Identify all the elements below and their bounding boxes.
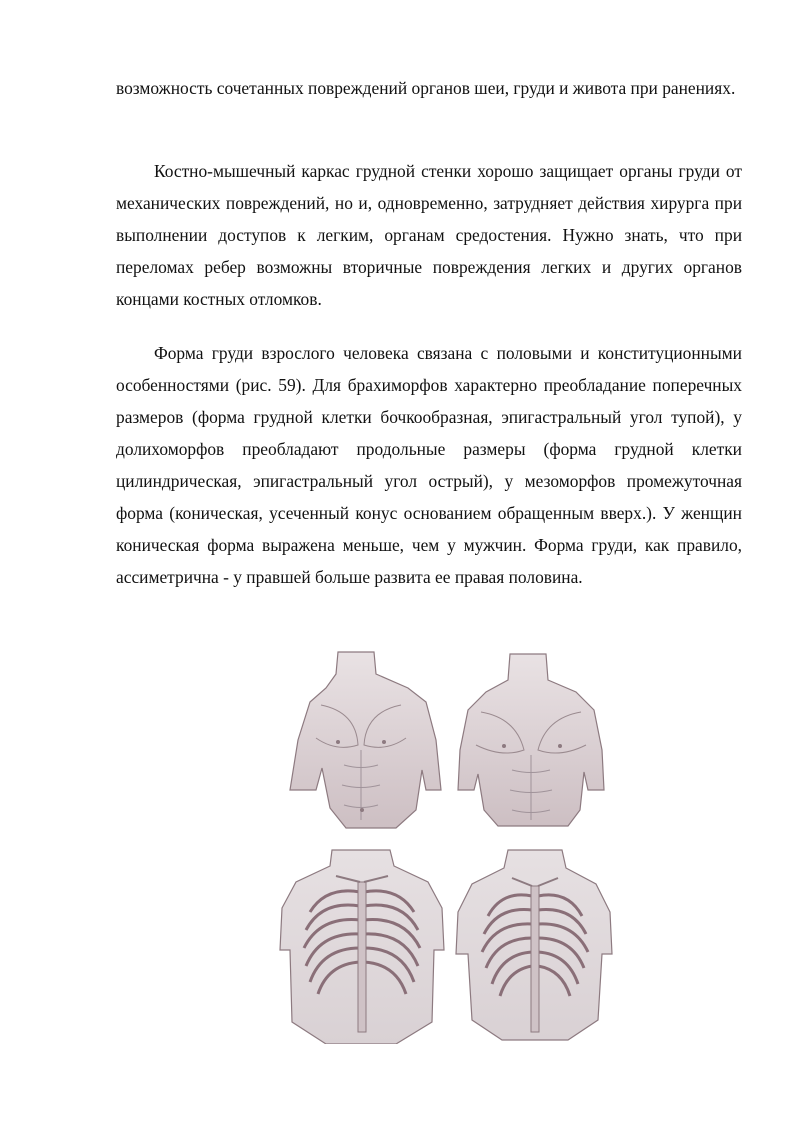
figure-illustration <box>276 650 620 1044</box>
figure-chest-forms <box>276 650 620 1044</box>
torso-muscular-right <box>458 654 604 826</box>
ribcage-right <box>456 850 612 1040</box>
paragraph-continuation: возможность сочетанных повреждений органов шеи, груди и живота при ранениях. <box>116 78 736 98</box>
paragraph-chest-shape: Форма груди взрослого человека связана с половыми и конституционными особенностями (рис. 59). Для брахиморфов характерно преобладание поперечных размеров (форма грудной клетки бочкообразная, эпигастральный угол тупой), у долихоморфов преобладают продольные размеры (форма грудной клетки цилиндрическая, эпигастральный угол острый), у мезоморфов промежуточная форма (коническая, усеченный конус основанием обращенным вверх.). У женщин коническая форма выражена меньше, чем у мужчин. Форма груди, как правило, ассиметрична - у правшей больше развита ее правая половина. <box>116 343 742 587</box>
ribcage-left <box>280 850 444 1044</box>
torso-muscular-left <box>290 652 441 828</box>
paragraph-chest-wall: Костно-мышечный каркас грудной стенки хорошо защищает органы груди от механических повреждений, но и, одновременно, затрудняет действия хирурга при выполнении доступов к легким, органам средостения. Нужно знать, что при переломах ребер возможны вторичные повреждения легких и других органов концами костных отломков. <box>116 161 742 309</box>
